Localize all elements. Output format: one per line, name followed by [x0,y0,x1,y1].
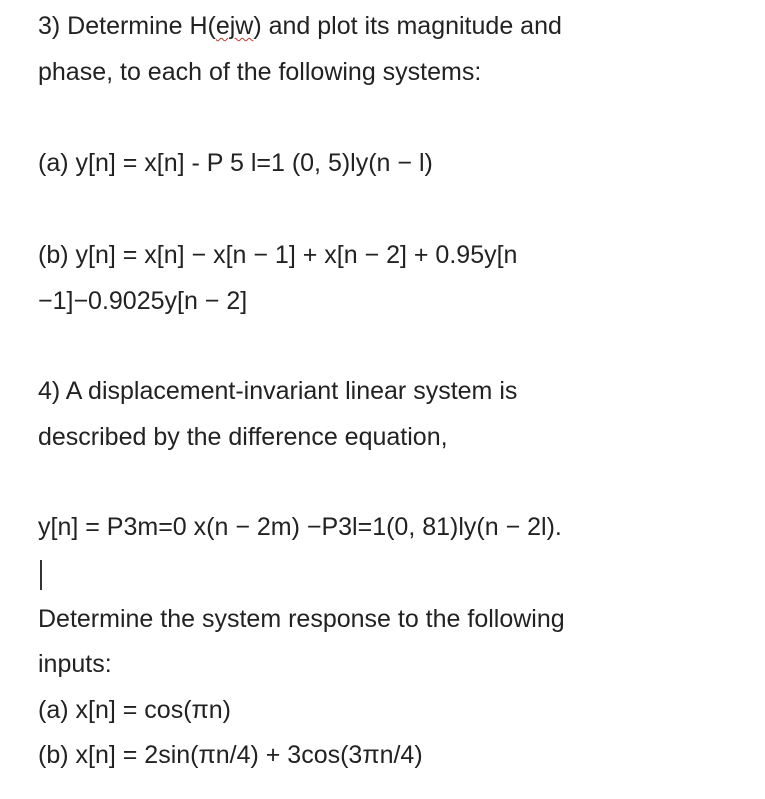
q4-heading-line1: 4) A displacement-invariant linear system is [38,377,518,405]
q4-equation: y[n] = P3m=0 x(n − 2m) −P3l=1(0, 81)ly(n − 2l). [38,513,562,541]
q3-heading-suffix: ) and plot its magnitude and [253,12,562,40]
q4-prompt-line1: Determine the system response to the following [38,605,565,633]
q4-prompt-line2: inputs: [38,650,112,678]
q3-heading-spellcheck-word[interactable]: ejw [215,12,254,40]
q3-heading-line2: phase, to each of the following systems: [38,58,482,86]
q4-input-a: (a) x[n] = cos(πn) [38,696,231,724]
q3-part-a: (a) y[n] = x[n] - P 5 l=1 (0, 5)ly(n − l) [38,149,433,177]
q4-input-b: (b) x[n] = 2sin(πn/4) + 3cos(3πn/4) [38,741,423,769]
text-cursor[interactable] [40,560,42,590]
q4-heading-line2: described by the difference equation, [38,423,448,451]
q3-part-b-line1: (b) y[n] = x[n] − x[n − 1] + x[n − 2] + 0.95y[n [38,241,518,269]
q3-heading-line1 [38,3,562,49]
q3-part-b-line2: −1]−0.9025y[n − 2] [38,287,248,315]
q3-heading-prefix: 3) Determine H( [38,12,216,40]
